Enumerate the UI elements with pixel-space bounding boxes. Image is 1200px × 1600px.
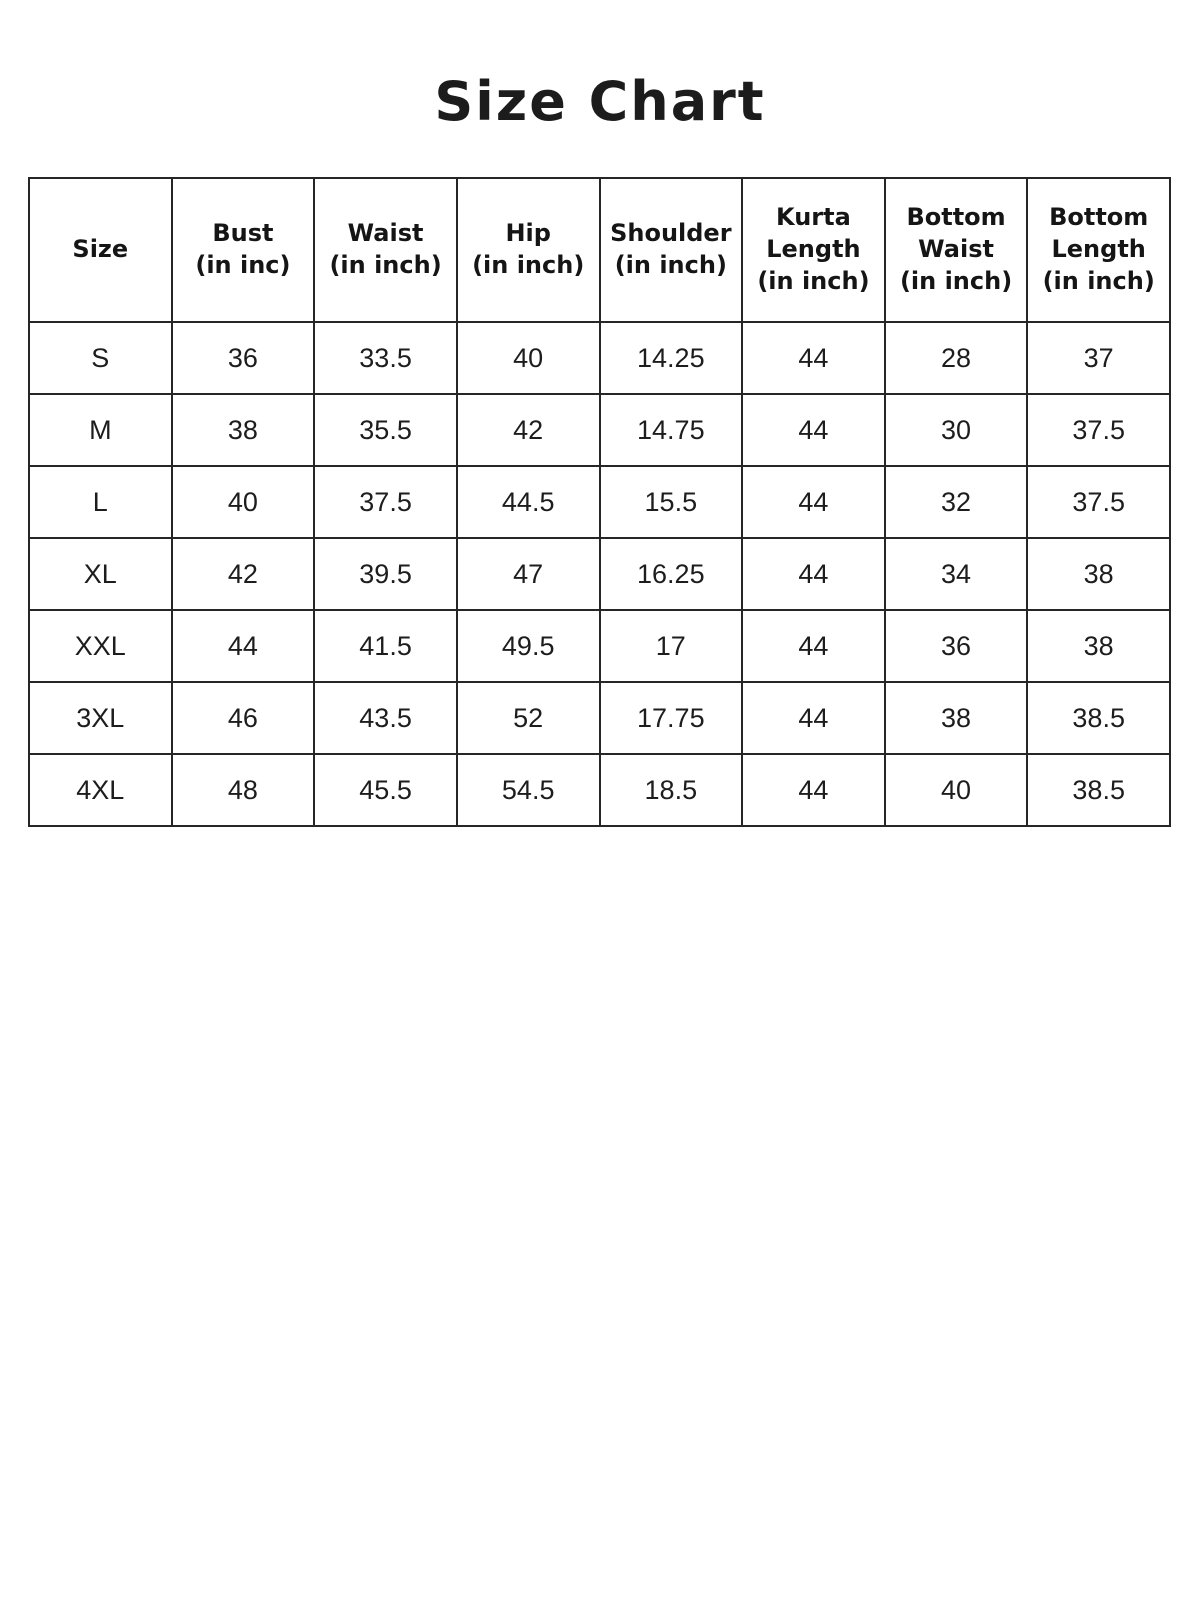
cell-bottom-waist: 40 [885, 754, 1028, 826]
column-name-bottom-waist: Bottom Waist [906, 203, 1006, 264]
cell-bust: 38 [172, 394, 315, 466]
column-name-hip: Hip [505, 219, 551, 248]
cell-bottom-length: 37.5 [1027, 466, 1170, 538]
cell-hip: 40 [457, 322, 600, 394]
cell-size: L [29, 466, 172, 538]
column-unit-waist: (in inch) [329, 251, 442, 279]
cell-bottom-length: 38 [1027, 538, 1170, 610]
cell-kurta-length: 44 [742, 610, 885, 682]
table-row [29, 322, 1170, 394]
column-unit-shoulder: (in inch) [614, 251, 727, 279]
cell-shoulder: 14.25 [600, 322, 743, 394]
table-body [29, 322, 1170, 826]
column-name-shoulder: Shoulder [610, 219, 732, 248]
cell-hip: 42 [457, 394, 600, 466]
cell-shoulder: 16.25 [600, 538, 743, 610]
cell-hip: 47 [457, 538, 600, 610]
cell-shoulder: 15.5 [600, 466, 743, 538]
size-chart-table [28, 177, 1171, 827]
cell-bust: 40 [172, 466, 315, 538]
header-cell-bottom-length [1027, 178, 1170, 322]
cell-waist: 37.5 [314, 466, 457, 538]
header-cell-hip [457, 178, 600, 322]
header-cell-size [29, 178, 172, 322]
table-row [29, 682, 1170, 754]
cell-waist: 35.5 [314, 394, 457, 466]
header-row [29, 178, 1170, 322]
cell-size: XXL [29, 610, 172, 682]
cell-bust: 36 [172, 322, 315, 394]
cell-bust: 42 [172, 538, 315, 610]
cell-bottom-waist: 34 [885, 538, 1028, 610]
column-unit-hip: (in inch) [472, 251, 585, 279]
cell-size: XL [29, 538, 172, 610]
cell-bottom-length: 38.5 [1027, 682, 1170, 754]
table-row [29, 394, 1170, 466]
cell-size: 4XL [29, 754, 172, 826]
cell-shoulder: 18.5 [600, 754, 743, 826]
column-name-bottom-length: Bottom Length [1049, 203, 1149, 264]
cell-bottom-length: 38.5 [1027, 754, 1170, 826]
header-cell-waist [314, 178, 457, 322]
table-row [29, 610, 1170, 682]
cell-bottom-waist: 28 [885, 322, 1028, 394]
cell-kurta-length: 44 [742, 394, 885, 466]
header-cell-shoulder [600, 178, 743, 322]
table-header [29, 178, 1170, 322]
cell-hip: 54.5 [457, 754, 600, 826]
table-row [29, 538, 1170, 610]
cell-bottom-waist: 32 [885, 466, 1028, 538]
cell-kurta-length: 44 [742, 754, 885, 826]
cell-bottom-length: 37.5 [1027, 394, 1170, 466]
cell-waist: 43.5 [314, 682, 457, 754]
column-unit-bottom-length: (in inch) [1042, 266, 1155, 295]
cell-shoulder: 17 [600, 610, 743, 682]
cell-waist: 41.5 [314, 610, 457, 682]
page-title: Size Chart [434, 70, 766, 133]
cell-bottom-length: 38 [1027, 610, 1170, 682]
cell-hip: 52 [457, 682, 600, 754]
cell-waist: 33.5 [314, 322, 457, 394]
column-unit-bottom-waist: (in inch) [899, 266, 1013, 295]
cell-bust: 44 [172, 610, 315, 682]
cell-kurta-length: 44 [742, 682, 885, 754]
cell-bust: 46 [172, 682, 315, 754]
cell-hip: 44.5 [457, 466, 600, 538]
header-cell-bottom-waist [885, 178, 1028, 322]
column-unit-bust: (in inc) [195, 251, 291, 279]
table-row [29, 466, 1170, 538]
cell-size: S [29, 322, 172, 394]
cell-shoulder: 14.75 [600, 394, 743, 466]
column-unit-kurta-length: (in inch) [757, 266, 870, 295]
cell-size: M [29, 394, 172, 466]
column-name-size: Size [72, 235, 129, 264]
cell-kurta-length: 44 [742, 538, 885, 610]
cell-kurta-length: 44 [742, 322, 885, 394]
cell-size: 3XL [29, 682, 172, 754]
cell-hip: 49.5 [457, 610, 600, 682]
table-row [29, 754, 1170, 826]
column-name-kurta-length: Kurta Length [766, 203, 861, 264]
cell-bust: 48 [172, 754, 315, 826]
cell-bottom-waist: 30 [885, 394, 1028, 466]
column-name-waist: Waist [347, 219, 424, 248]
header-cell-kurta-length [742, 178, 885, 322]
cell-bottom-waist: 38 [885, 682, 1028, 754]
cell-bottom-waist: 36 [885, 610, 1028, 682]
cell-kurta-length: 44 [742, 466, 885, 538]
column-name-bust: Bust [212, 219, 274, 248]
header-cell-bust [172, 178, 315, 322]
cell-bottom-length: 37 [1027, 322, 1170, 394]
cell-shoulder: 17.75 [600, 682, 743, 754]
cell-waist: 39.5 [314, 538, 457, 610]
cell-waist: 45.5 [314, 754, 457, 826]
